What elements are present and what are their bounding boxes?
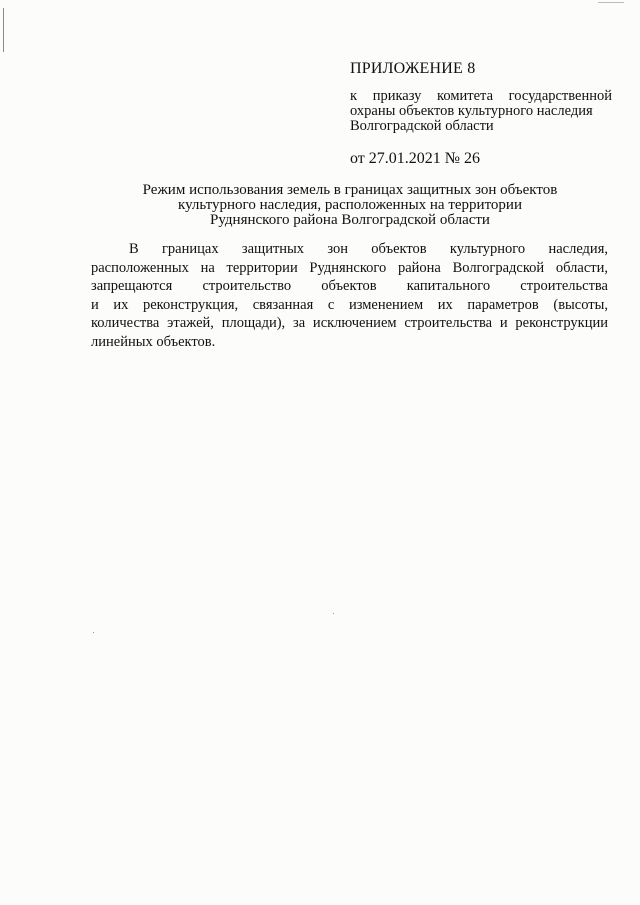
body-line: В границах защитных зон объектов культурного наследия, xyxy=(129,241,608,257)
scan-edge-mark xyxy=(3,8,4,52)
appendix-title: ПРИЛОЖЕНИЕ 8 xyxy=(350,60,476,77)
order-reference-line: Волгоградской области xyxy=(350,118,494,134)
heading-line: Режим использования земель в границах защитных зон объектов xyxy=(142,182,558,198)
order-reference-line: охраны объектов культурного наследия xyxy=(350,103,593,119)
order-reference-line: к приказу комитета государственной xyxy=(350,88,612,104)
scan-speck xyxy=(93,632,94,633)
body-line: и их реконструкция, связанная с изменением их параметров (высоты, xyxy=(91,296,608,313)
order-reference xyxy=(350,89,612,134)
body-line: запрещаются строительство объектов капитального строительства xyxy=(91,278,608,294)
body-line: расположенных на территории Руднянского района Волгоградской области, xyxy=(91,259,608,276)
body-line: количества этажей, площади), за исключением строительства и реконструкции xyxy=(91,315,608,331)
scan-edge-mark-top xyxy=(598,2,624,3)
scan-speck xyxy=(333,613,334,614)
heading-line: Руднянского района Волгоградской области xyxy=(210,212,490,228)
appendix-block xyxy=(350,60,612,168)
document-heading xyxy=(90,183,610,228)
order-date-number: от 27.01.2021 № 26 xyxy=(350,150,481,167)
body-line: линейных объектов. xyxy=(91,333,216,350)
body-paragraph xyxy=(91,240,608,351)
heading-line: культурного наследия, расположенных на территории xyxy=(178,197,522,213)
